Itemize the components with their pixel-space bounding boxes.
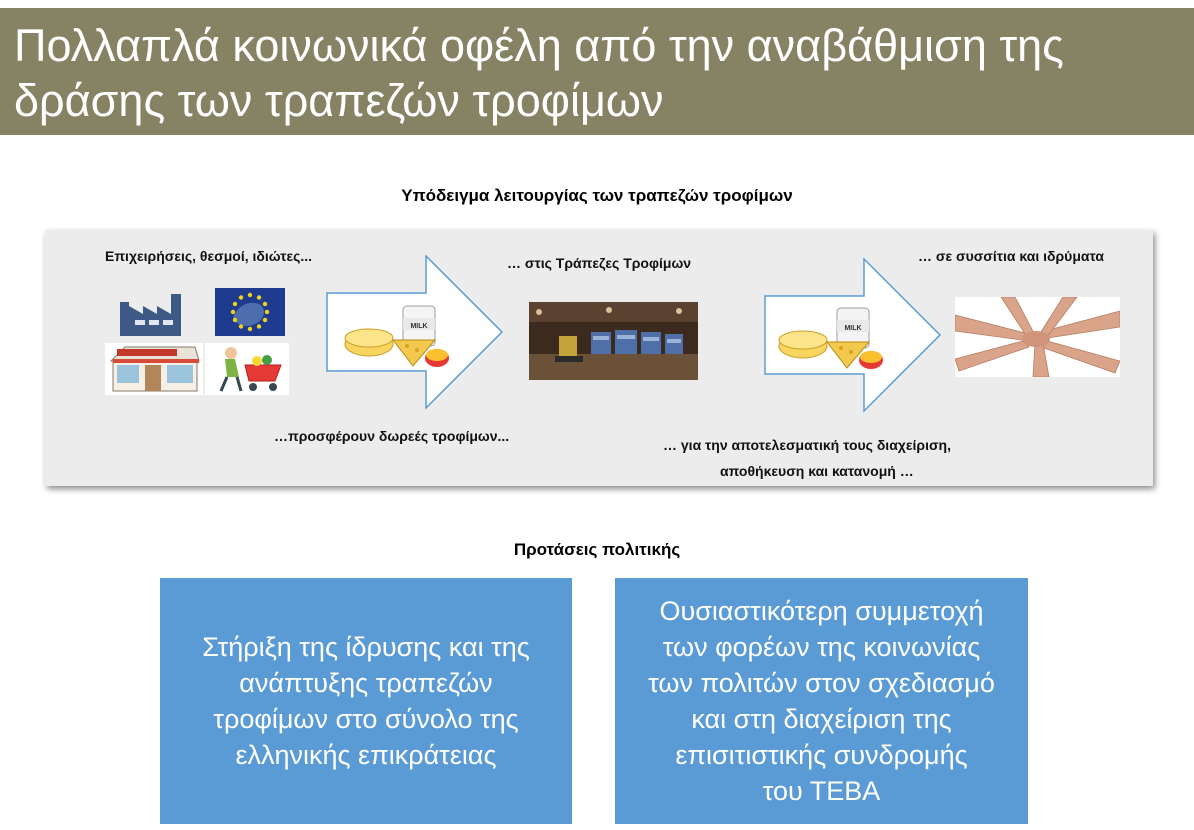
title-bar [0,8,1194,135]
workflow-diagram [45,230,1153,486]
food-products-icon-2 [777,302,885,372]
food-banks-label: … στις Τράπεζες Τροφίμων [507,255,692,271]
donations-label: …προσφέρουν δωρεές τροφίμων... [274,428,510,444]
eu-flag-icon [215,288,285,336]
proposal-2-line: των πολιτών στον σχεδιασμό [648,668,995,698]
supermarket-icon [105,343,203,395]
proposal-1-line: Στήριξη της ίδρυσης και της [202,632,530,662]
proposal-1-line: τροφίμων στο σύνολο της [213,704,519,734]
management-label-line-2: αποθήκευση και κατανομή … [720,463,914,479]
proposal-2-line: των φορέων της κοινωνίας [662,632,981,662]
policy-heading: Προτάσεις πολιτικής [513,540,681,559]
policy-proposal-2 [615,578,1028,824]
factory-icon [117,288,195,336]
proposal-1-line: ανάπτυξης τραπεζών [239,668,493,698]
management-label-line-1: … για την αποτελεσματική τους διαχείριση, [663,437,951,453]
joined-hands-photo [955,297,1120,377]
food-products-icon [343,300,451,370]
proposal-2-line: Ουσιαστικότερη συμμετοχή [659,596,984,626]
warehouse-photo [529,302,698,380]
shopping-cart-icon [205,343,289,395]
policy-proposal-1 [160,578,572,824]
recipients-label: … σε συσσίτια και ιδρύματα [918,248,1104,264]
proposal-2-line: και στη διαχείριση της [691,704,952,734]
page-title-line-2: δράσης των τραπεζών τροφίμων [14,75,664,126]
donors-label: Επιχειρήσεις, θεσμοί, ιδιώτες... [105,248,313,264]
svg-text:MILK: MILK [410,323,428,330]
proposal-2-line: επισιτιστικής συνδρομής [675,740,968,770]
diagram-heading: Υπόδειγμα λειτουργίας των τραπεζών τροφίμων [401,186,793,205]
proposal-2-line: του ΤΕΒΑ [762,776,881,806]
svg-text:MILK: MILK [844,325,862,332]
page-title-line-1: Πολλαπλά κοινωνικά οφέλη από την αναβάθμιση της [14,20,1064,71]
proposal-1-line: ελληνικής επικράτειας [235,740,497,770]
